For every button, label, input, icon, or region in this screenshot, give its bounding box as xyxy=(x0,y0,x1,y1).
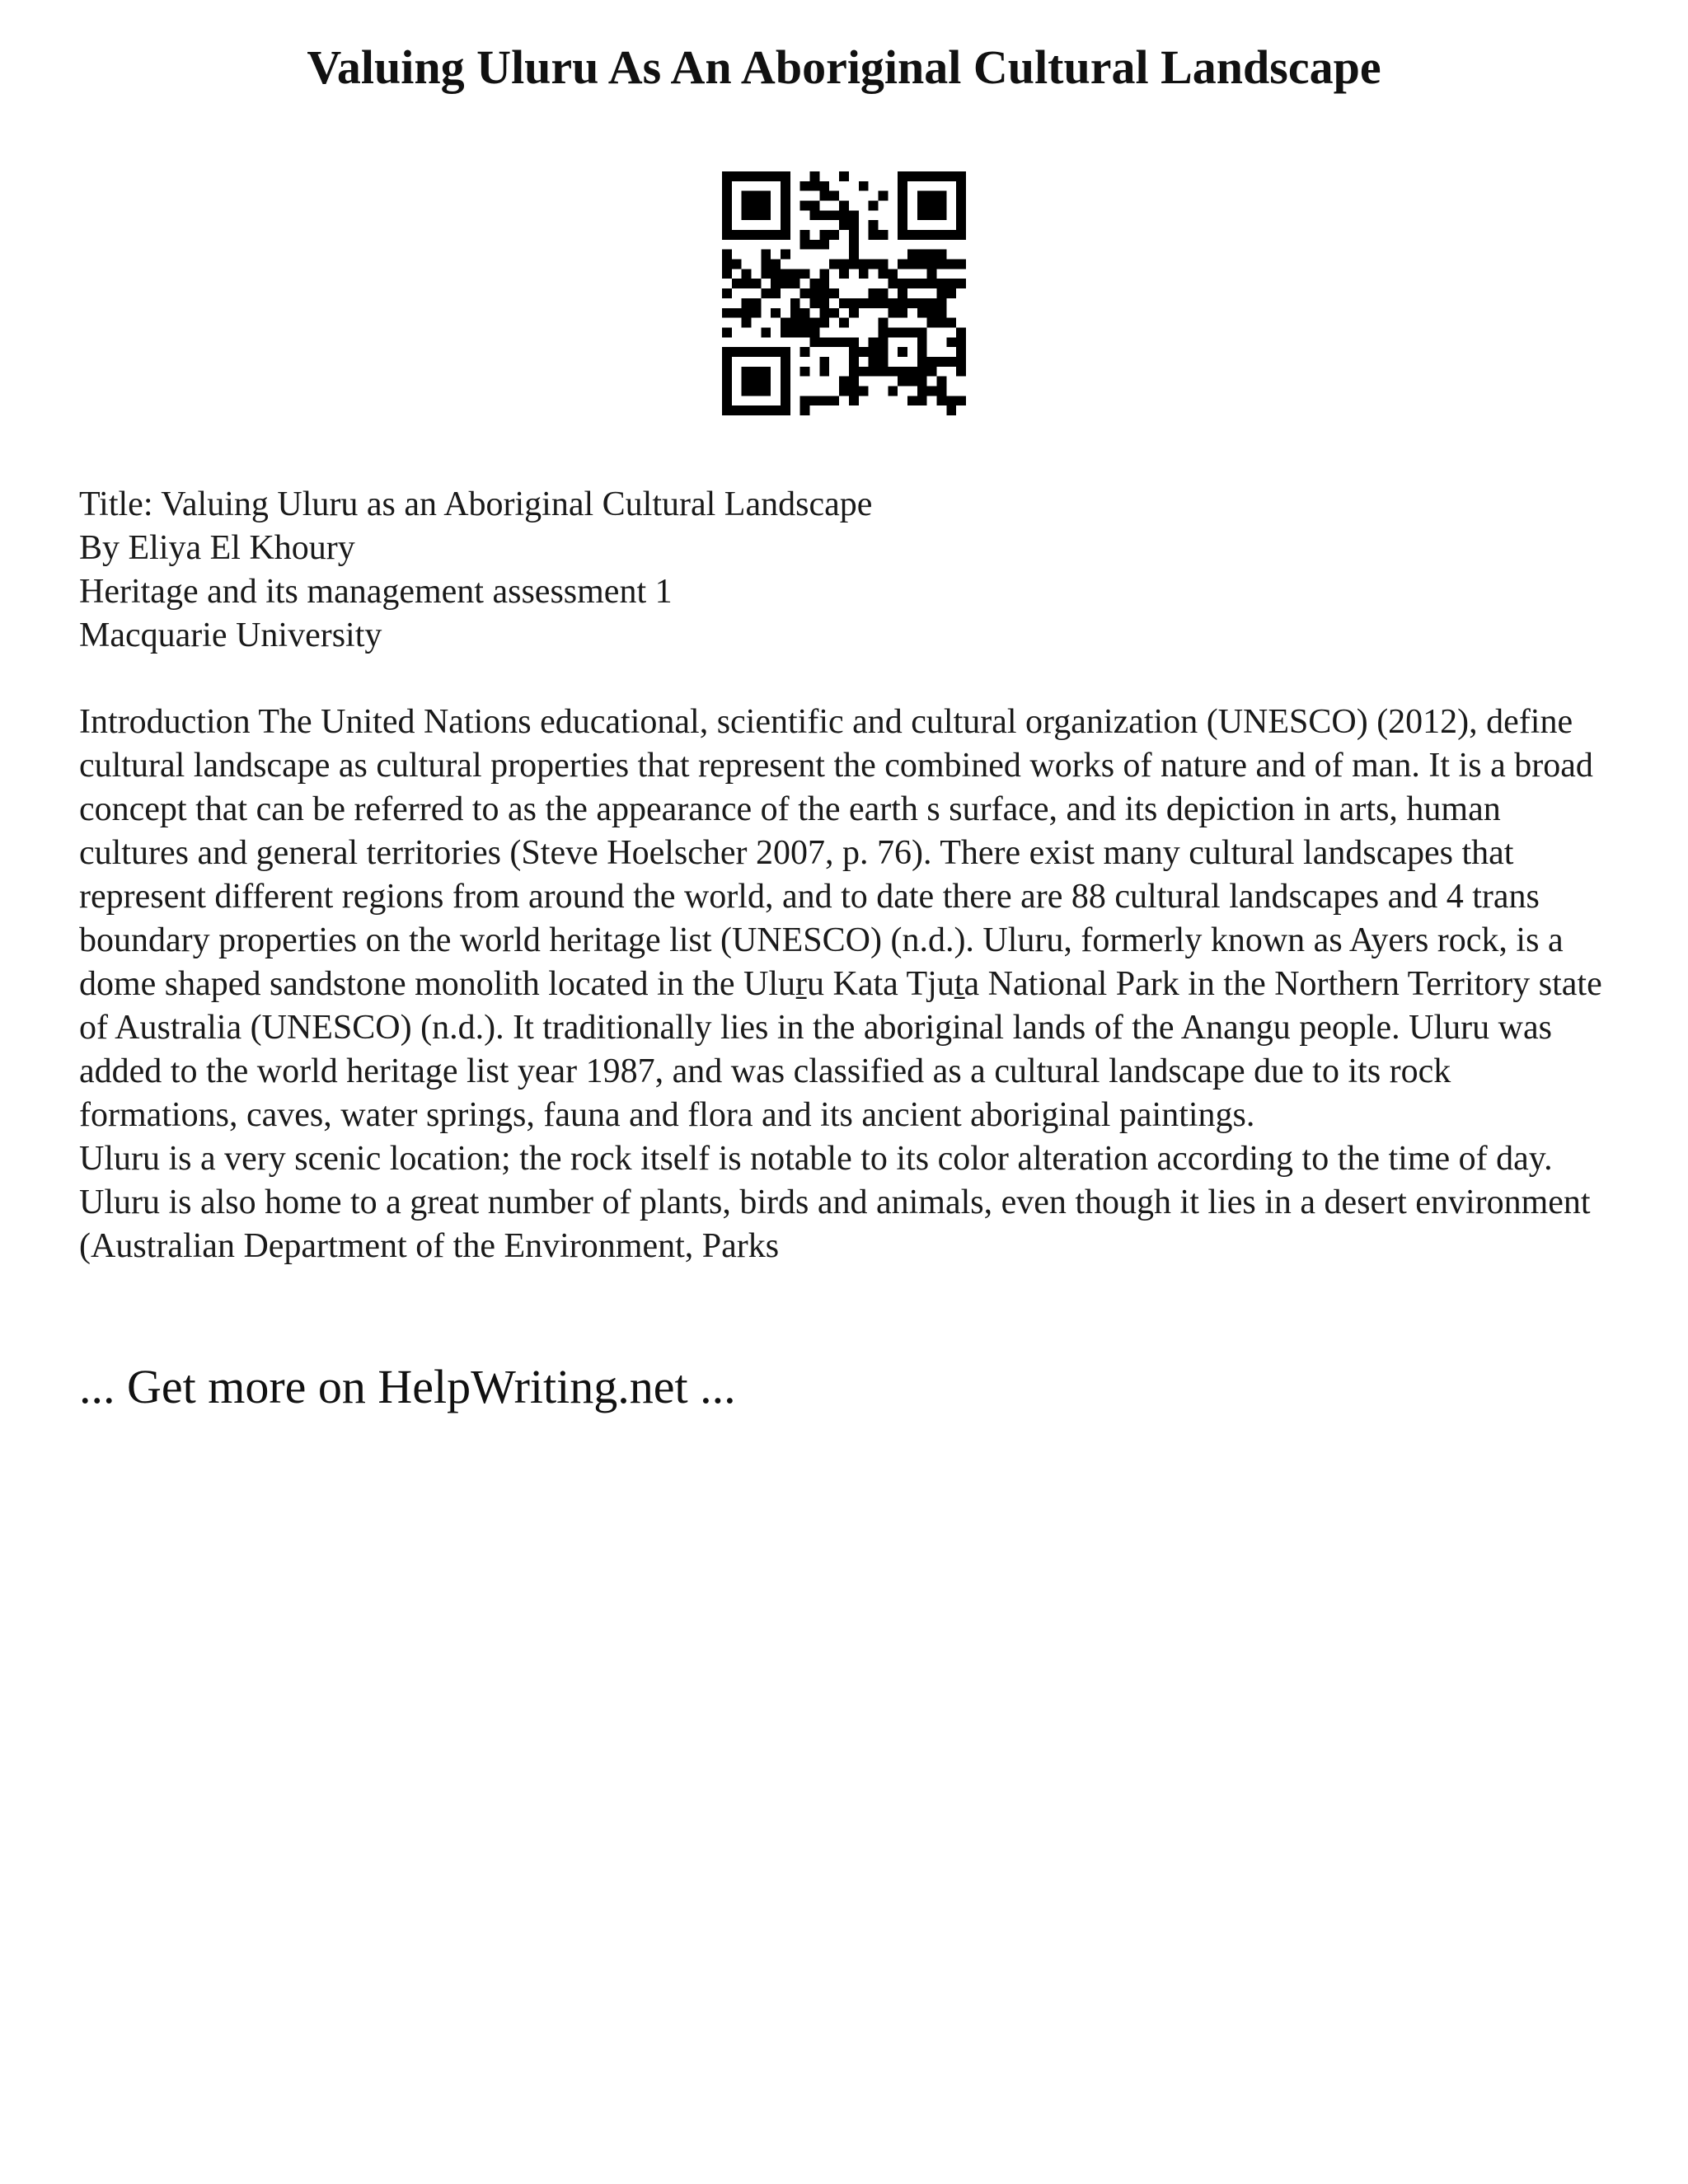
document-meta xyxy=(79,483,1612,658)
get-more-link[interactable]: ... Get more on HelpWriting.net ... xyxy=(79,1360,736,1413)
document-heading: Valuing Uluru As An Aboriginal Cultural Landscape xyxy=(307,40,1381,94)
body-paragraph: Introduction The United Nations educational, scientific and cultural organization (UNESCO) (2012), define cultural landscape as cultural properties that represent the combined works of nature and of man. It is a broad concept that can be referred to as the appearance of the earth s surface, and its depiction in arts, human cultures and general territories (Steve Hoelscher 2007, p. 76). There exist many cultural landscapes that represent different regions from around the world, and to date there are 88 cultural landscapes and 4 trans boundary properties on the world heritage list (UNESCO) (n.d.). Uluru, formerly known as Ayers rock, is a dome shaped sandstone monolith located in the Uluṟu Kata Tjuṯa National Park in the Northern Territory state of Australia (UNESCO) (n.d.). It traditionally lies in the aboriginal lands of the Anangu people. Uluru was added to the world heritage list year 1987, and was classified as a cultural landscape due to its rock formations, caves, water springs, fauna and flora and its ancient aboriginal paintings. xyxy=(79,703,1602,1134)
qr-code-graphic xyxy=(722,171,966,415)
body-paragraph: Uluru is a very scenic location; the rock itself is notable to its color alteration according to the time of day. Uluru is also home to a great number of plants, birds and animals, even though it lies in a desert environment (Australian Department of the Environment, Parks xyxy=(79,1140,1591,1265)
document-body xyxy=(79,701,1614,1268)
meta-course-line: Heritage and its management assessment 1 xyxy=(79,573,673,611)
meta-author-line: By Eliya El Khoury xyxy=(79,529,355,567)
meta-institution-line: Macquarie University xyxy=(79,616,382,654)
qr-code-icon[interactable] xyxy=(722,171,966,415)
meta-title-line: Title: Valuing Uluru as an Aboriginal Cultural Landscape xyxy=(79,485,873,523)
